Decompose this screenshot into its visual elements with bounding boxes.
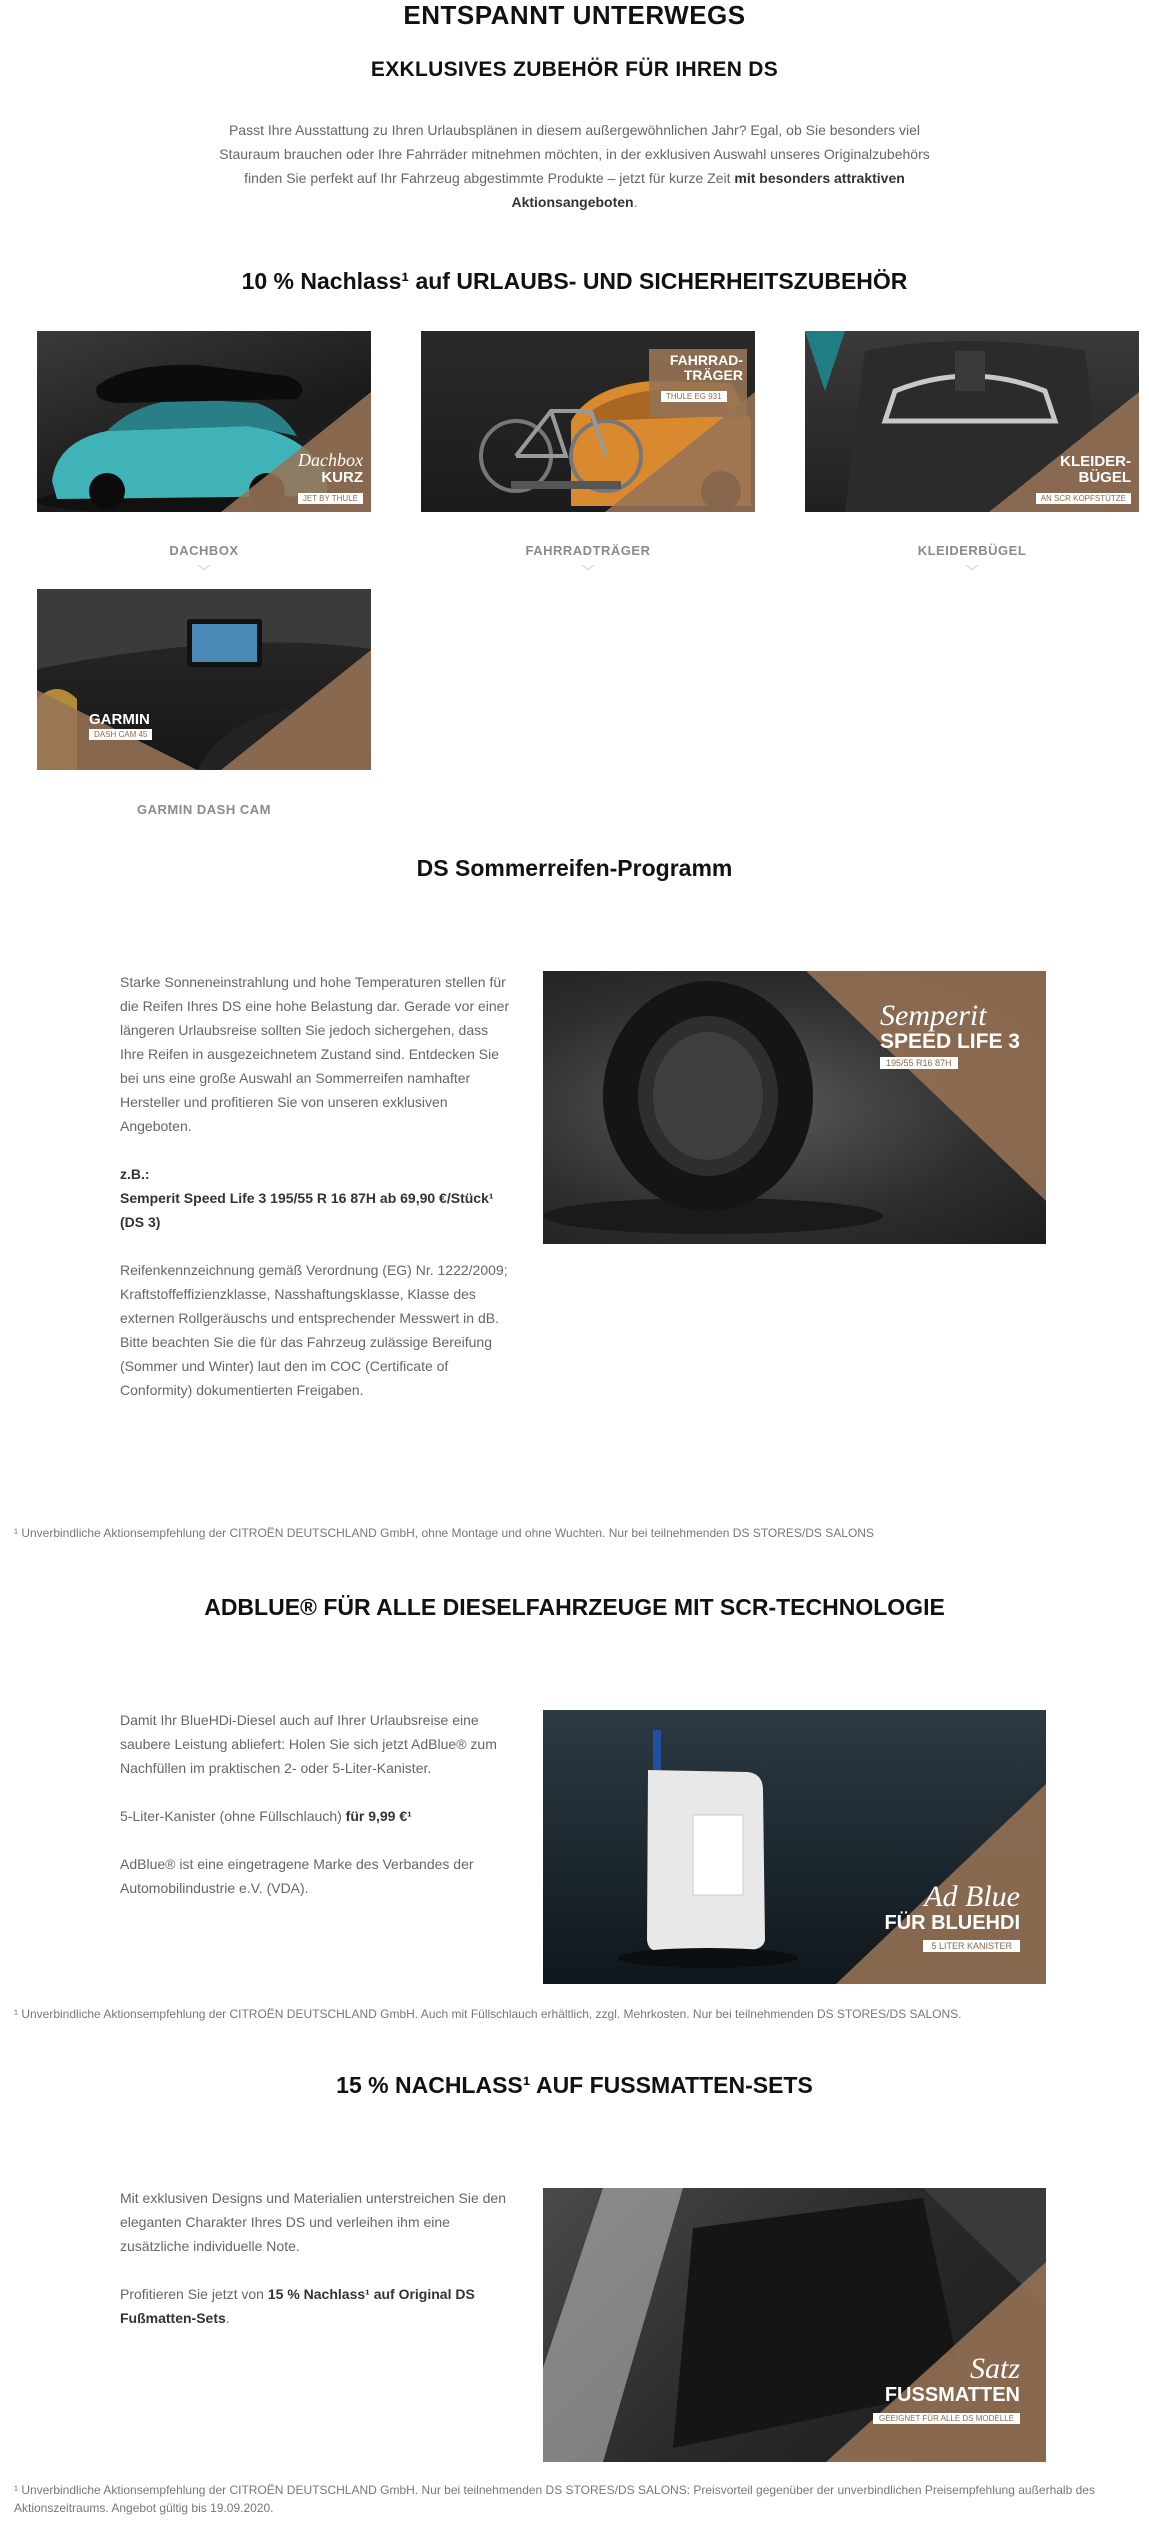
intro-text (210, 118, 939, 214)
mats-text1: Mit exklusiven Designs und Materialien unterstreichen Sie den eleganten Charakter Ihres DS und verleihen ihm eine zusätzliche individuelle Note. (120, 2190, 506, 2254)
card-label-fahrradtraeger[interactable]: FAHRRADTRÄGER (525, 543, 651, 558)
fahrradtraeger-badge-title: FAHRRAD- (669, 352, 743, 368)
mats-text (120, 2186, 510, 2330)
intro-end: . (633, 194, 638, 210)
dachbox-image[interactable] (37, 331, 371, 512)
adblue-text1: Damit Ihr BlueHDi-Diesel auch auf Ihrer Urlaubsreise eine saubere Leistung abliefert: Holen Sie sich jetzt AdBlue® zum Nachfüllen im praktischen 2- oder 5-Liter-Kanister. (120, 1712, 497, 1776)
fahrradtraeger-badge-title2: TRÄGER (683, 367, 743, 383)
mats-badge-title: Satz (969, 2352, 1020, 2385)
adblue-text (120, 1708, 510, 1900)
adblue-image[interactable] (543, 1710, 1046, 1984)
intro-highlight: mit besonders attraktiven Aktionsangeboten (511, 170, 905, 210)
kleiderbuegel-image[interactable] (805, 331, 1139, 512)
chevron-down-icon[interactable]: ﹀ (197, 564, 210, 578)
kleiderbuegel-badge-sub: AN SCR KOPFSTÜTZE (1036, 493, 1131, 504)
mats-image[interactable] (543, 2188, 1046, 2462)
chevron-down-icon[interactable]: ﹀ (581, 564, 594, 578)
mats-title: 15 % NACHLASS¹ AUF FUSSMATTEN-SETS (336, 2072, 813, 2098)
tires-example: Semperit Speed Life 3 195/55 R 16 87H ab 69,90 €/Stück¹ (120, 1190, 494, 1206)
mats-badge-sub: GEEIGNET FÜR ALLE DS MODELLE (873, 2413, 1020, 2424)
kleiderbuegel-badge-title: KLEIDER- (1060, 453, 1131, 470)
mats-badge-title2: FUSSMATTEN (884, 2384, 1020, 2406)
intro-body: Passt Ihre Ausstattung zu Ihren Urlaubsplänen in diesem außergewöhnlichen Jahr? Egal, ob Sie besonders viel Stauraum brauchen oder Ihre Fahrräder mitnehmen möchten, in der exklusiven Auswahl unseres Originalzubehörs finden Sie perfekt auf Ihr Fahrzeug abgestimmte Produkte – jetzt für kurze Zeit (219, 122, 930, 186)
tires-text (120, 970, 510, 1402)
adblue-badge-sub: 5 LITER KANISTER (923, 1940, 1020, 1952)
mats-footnote: ¹ Unverbindliche Aktionsempfehlung der CITROËN DEUTSCHLAND GmbH. Nur bei teilnehmenden DS STORES/DS SALONS: Preisvorteil gegenüber der unverbindlichen Preisempfehlung außerhalb des Aktionszeitraums. Angebot gültig bis 19.09.2020. (14, 2483, 1095, 2515)
mats-text2-pre: Profitieren Sie jetzt von (120, 2286, 264, 2302)
tires-example-label: z.B.: (120, 1166, 150, 1182)
adblue-offer-price: für 9,99 €¹ (345, 1808, 412, 1824)
garmin-image[interactable] (37, 589, 371, 770)
tire-badge-sub: 195/55 R16 87H (880, 1057, 958, 1069)
page-subtitle: EXKLUSIVES ZUBEHÖR FÜR IHREN DS (370, 58, 779, 81)
dachbox-badge-sub: JET BY THULE (298, 493, 363, 504)
tires-text1: Starke Sonneneinstrahlung und hohe Temperaturen stellen für die Reifen Ihres DS eine hohe Belastung dar. Gerade vor einer längeren Urlaubsreise sollten Sie jedoch sichergehen, dass Ihre Reifen in ausgezeichnetem Zustand sind. Entdecken Sie bei uns eine große Auswahl an Sommerreifen namhafter Hersteller und profitieren Sie von unseren exklusiven Angeboten. (120, 974, 510, 1134)
page-title: ENTSPANNT UNTERWEGS (403, 0, 746, 30)
tires-text2: Reifenkennzeichnung gemäß Verordnung (EG) Nr. 1222/2009; Kraftstoffeffizienzklasse, Nasshaftungsklasse, Klasse des externen Rollgeräuschs und entsprechender Messwert in dB. Bitte beachten Sie die für das Fahrzeug zulässige Bereifung (Sommer und Winter) laut den im COC (Certificate of Conformity) dokumentierten Freigaben. (120, 1262, 508, 1398)
accessories-title: 10 % Nachlass¹ auf URLAUBS- UND SICHERHEITSZUBEHÖR (241, 268, 908, 294)
adblue-text2: AdBlue® ist eine eingetragene Marke des Verbandes der Automobilindustrie e.V. (VDA). (120, 1856, 474, 1896)
tire-badge-title: Semperit (879, 999, 987, 1032)
adblue-offer (120, 1804, 510, 1828)
adblue-footnote: ¹ Unverbindliche Aktionsempfehlung der CITROËN DEUTSCHLAND GmbH. Auch mit Füllschlauch erhältlich, zzgl. Mehrkosten. Nur bei teilnehmenden DS STORES/DS SALONS. (14, 2007, 962, 2021)
chevron-down-icon[interactable]: ﹀ (965, 564, 978, 578)
garmin-badge-sub: DASH CAM 45 (89, 729, 152, 740)
card-label-dachbox[interactable]: DACHBOX (169, 543, 239, 558)
adblue-badge-title2: FÜR BLUEHDI (884, 1912, 1020, 1934)
tire-badge-title2: SPEED LIFE 3 (879, 1030, 1020, 1053)
mats-text2-end: . (225, 2310, 230, 2326)
mats-text2 (120, 2282, 510, 2330)
tires-title: DS Sommerreifen-Programm (416, 855, 733, 881)
tires-footnote: ¹ Unverbindliche Aktionsempfehlung der CITROËN DEUTSCHLAND GmbH, ohne Montage und ohne Wuchten. Nur bei teilnehmenden DS STORES/DS SALONS (14, 1526, 874, 1540)
tires-example-model: (DS 3) (120, 1214, 161, 1230)
card-label-kleiderbuegel[interactable]: KLEIDERBÜGEL (917, 543, 1027, 558)
kleiderbuegel-badge-title2: BÜGEL (1078, 469, 1131, 486)
dachbox-badge-title: Dachbox (298, 450, 363, 470)
fahrradtraeger-badge-sub: THULE EG 931 (661, 391, 727, 402)
mats-text2-bold: 15 % Nachlass¹ auf Original DS Fußmatten-Sets (120, 2286, 475, 2326)
adblue-title: ADBLUE® FÜR ALLE DIESELFAHRZEUGE MIT SCR-TECHNOLOGIE (204, 1594, 945, 1620)
garmin-badge-title: GARMIN (89, 711, 150, 728)
adblue-badge-title: Ad Blue (924, 1880, 1020, 1913)
card-label-garmin[interactable]: GARMIN DASH CAM (137, 802, 271, 817)
tire-image[interactable] (543, 971, 1046, 1244)
fahrradtraeger-image[interactable] (421, 331, 755, 512)
dachbox-badge-title2: KURZ (321, 469, 363, 486)
adblue-offer-label: 5-Liter-Kanister (ohne Füllschlauch) (120, 1808, 342, 1824)
